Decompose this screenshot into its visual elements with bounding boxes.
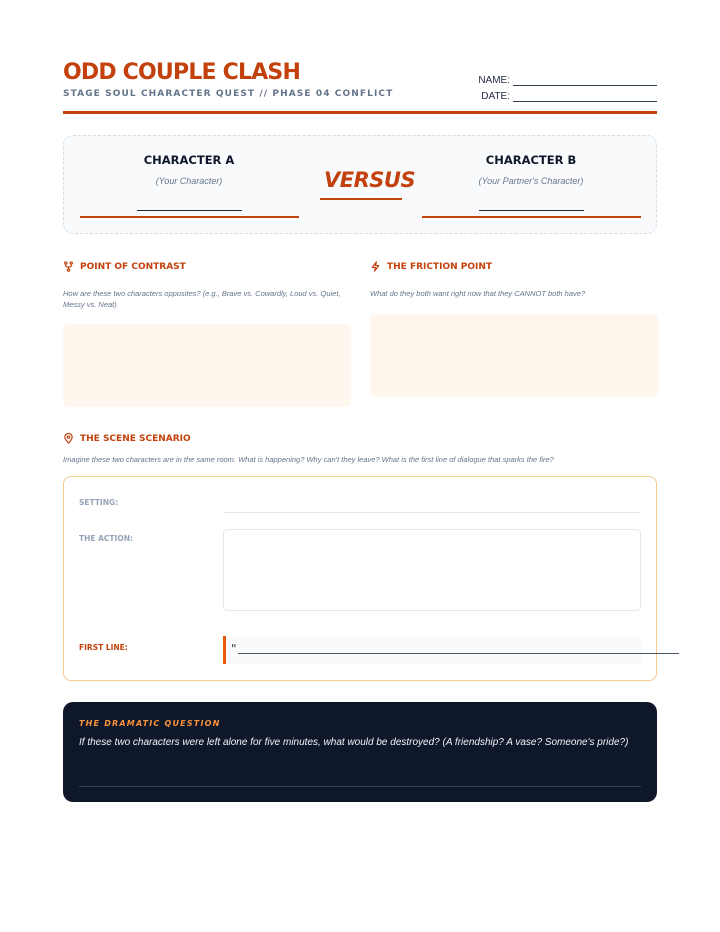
character-a-name-line[interactable] [137, 210, 242, 211]
date-label: DATE: [481, 91, 510, 102]
first-line-input-line[interactable] [238, 653, 679, 654]
dramatic-question-box [63, 702, 657, 802]
character-b-hint: (Your Partner's Character) [478, 176, 584, 186]
name-field[interactable] [477, 72, 657, 86]
character-b-underline [422, 216, 641, 218]
map-pin-icon [63, 433, 74, 444]
contrast-heading-text: POINT OF CONTRAST [80, 261, 186, 272]
dramatic-question-heading: THE DRAMATIC QUESTION [79, 719, 221, 728]
dramatic-question-text: If these two characters were left alone for five minutes, what would be destroyed? (A friendship? A vase? Someone's pride?) [79, 737, 629, 748]
scenario-heading [63, 433, 191, 444]
action-input-box[interactable] [223, 529, 641, 611]
versus-card [63, 135, 657, 234]
first-line-input-box[interactable] [223, 636, 641, 664]
action-label: THE ACTION: [79, 534, 133, 543]
dramatic-question-answer-line[interactable] [79, 786, 641, 787]
character-b-title: CHARACTER B [485, 153, 577, 167]
contrast-prompt: How are these two characters opposites? (e.g., Brave vs. Cowardly, Loud vs. Quiet, Messy vs. Neat) [63, 289, 341, 309]
lightning-icon [370, 261, 381, 272]
scenario-prompt: Imagine these two characters are in the same room. What is happening? Why can't they leave? What is the first line of dialogue that sparks the fire? [63, 455, 554, 464]
contrast-heading [63, 261, 186, 272]
character-b-name-line[interactable] [479, 210, 584, 211]
scenario-box [63, 476, 657, 681]
scenario-heading-text: THE SCENE SCENARIO [80, 433, 191, 444]
quote-mark: " [231, 642, 237, 656]
date-line[interactable] [513, 91, 657, 102]
character-a-hint: (Your Character) [155, 176, 223, 186]
setting-label: SETTING: [79, 498, 119, 507]
page-title: ODD COUPLE CLASH [63, 60, 301, 85]
friction-prompt: What do they both want right now that they CANNOT both have? [370, 289, 586, 298]
versus-label: VERSUS [324, 168, 416, 192]
header-divider [63, 111, 657, 114]
contrast-answer-box[interactable] [63, 324, 351, 407]
friction-heading-text: THE FRICTION POINT [387, 261, 493, 272]
fork-icon [63, 261, 74, 272]
first-line-label: FIRST LINE: [79, 643, 128, 652]
name-line[interactable] [513, 75, 657, 86]
versus-underline [320, 198, 402, 200]
friction-answer-box[interactable] [370, 314, 658, 397]
page-subtitle: STAGE SOUL CHARACTER QUEST // PHASE 04 CONFLICT [63, 89, 394, 99]
date-field[interactable] [477, 88, 657, 102]
setting-input-line[interactable] [223, 512, 641, 513]
name-label: NAME: [478, 75, 510, 86]
friction-heading [370, 261, 492, 272]
character-a-underline [80, 216, 299, 218]
character-a-title: CHARACTER A [143, 153, 235, 167]
